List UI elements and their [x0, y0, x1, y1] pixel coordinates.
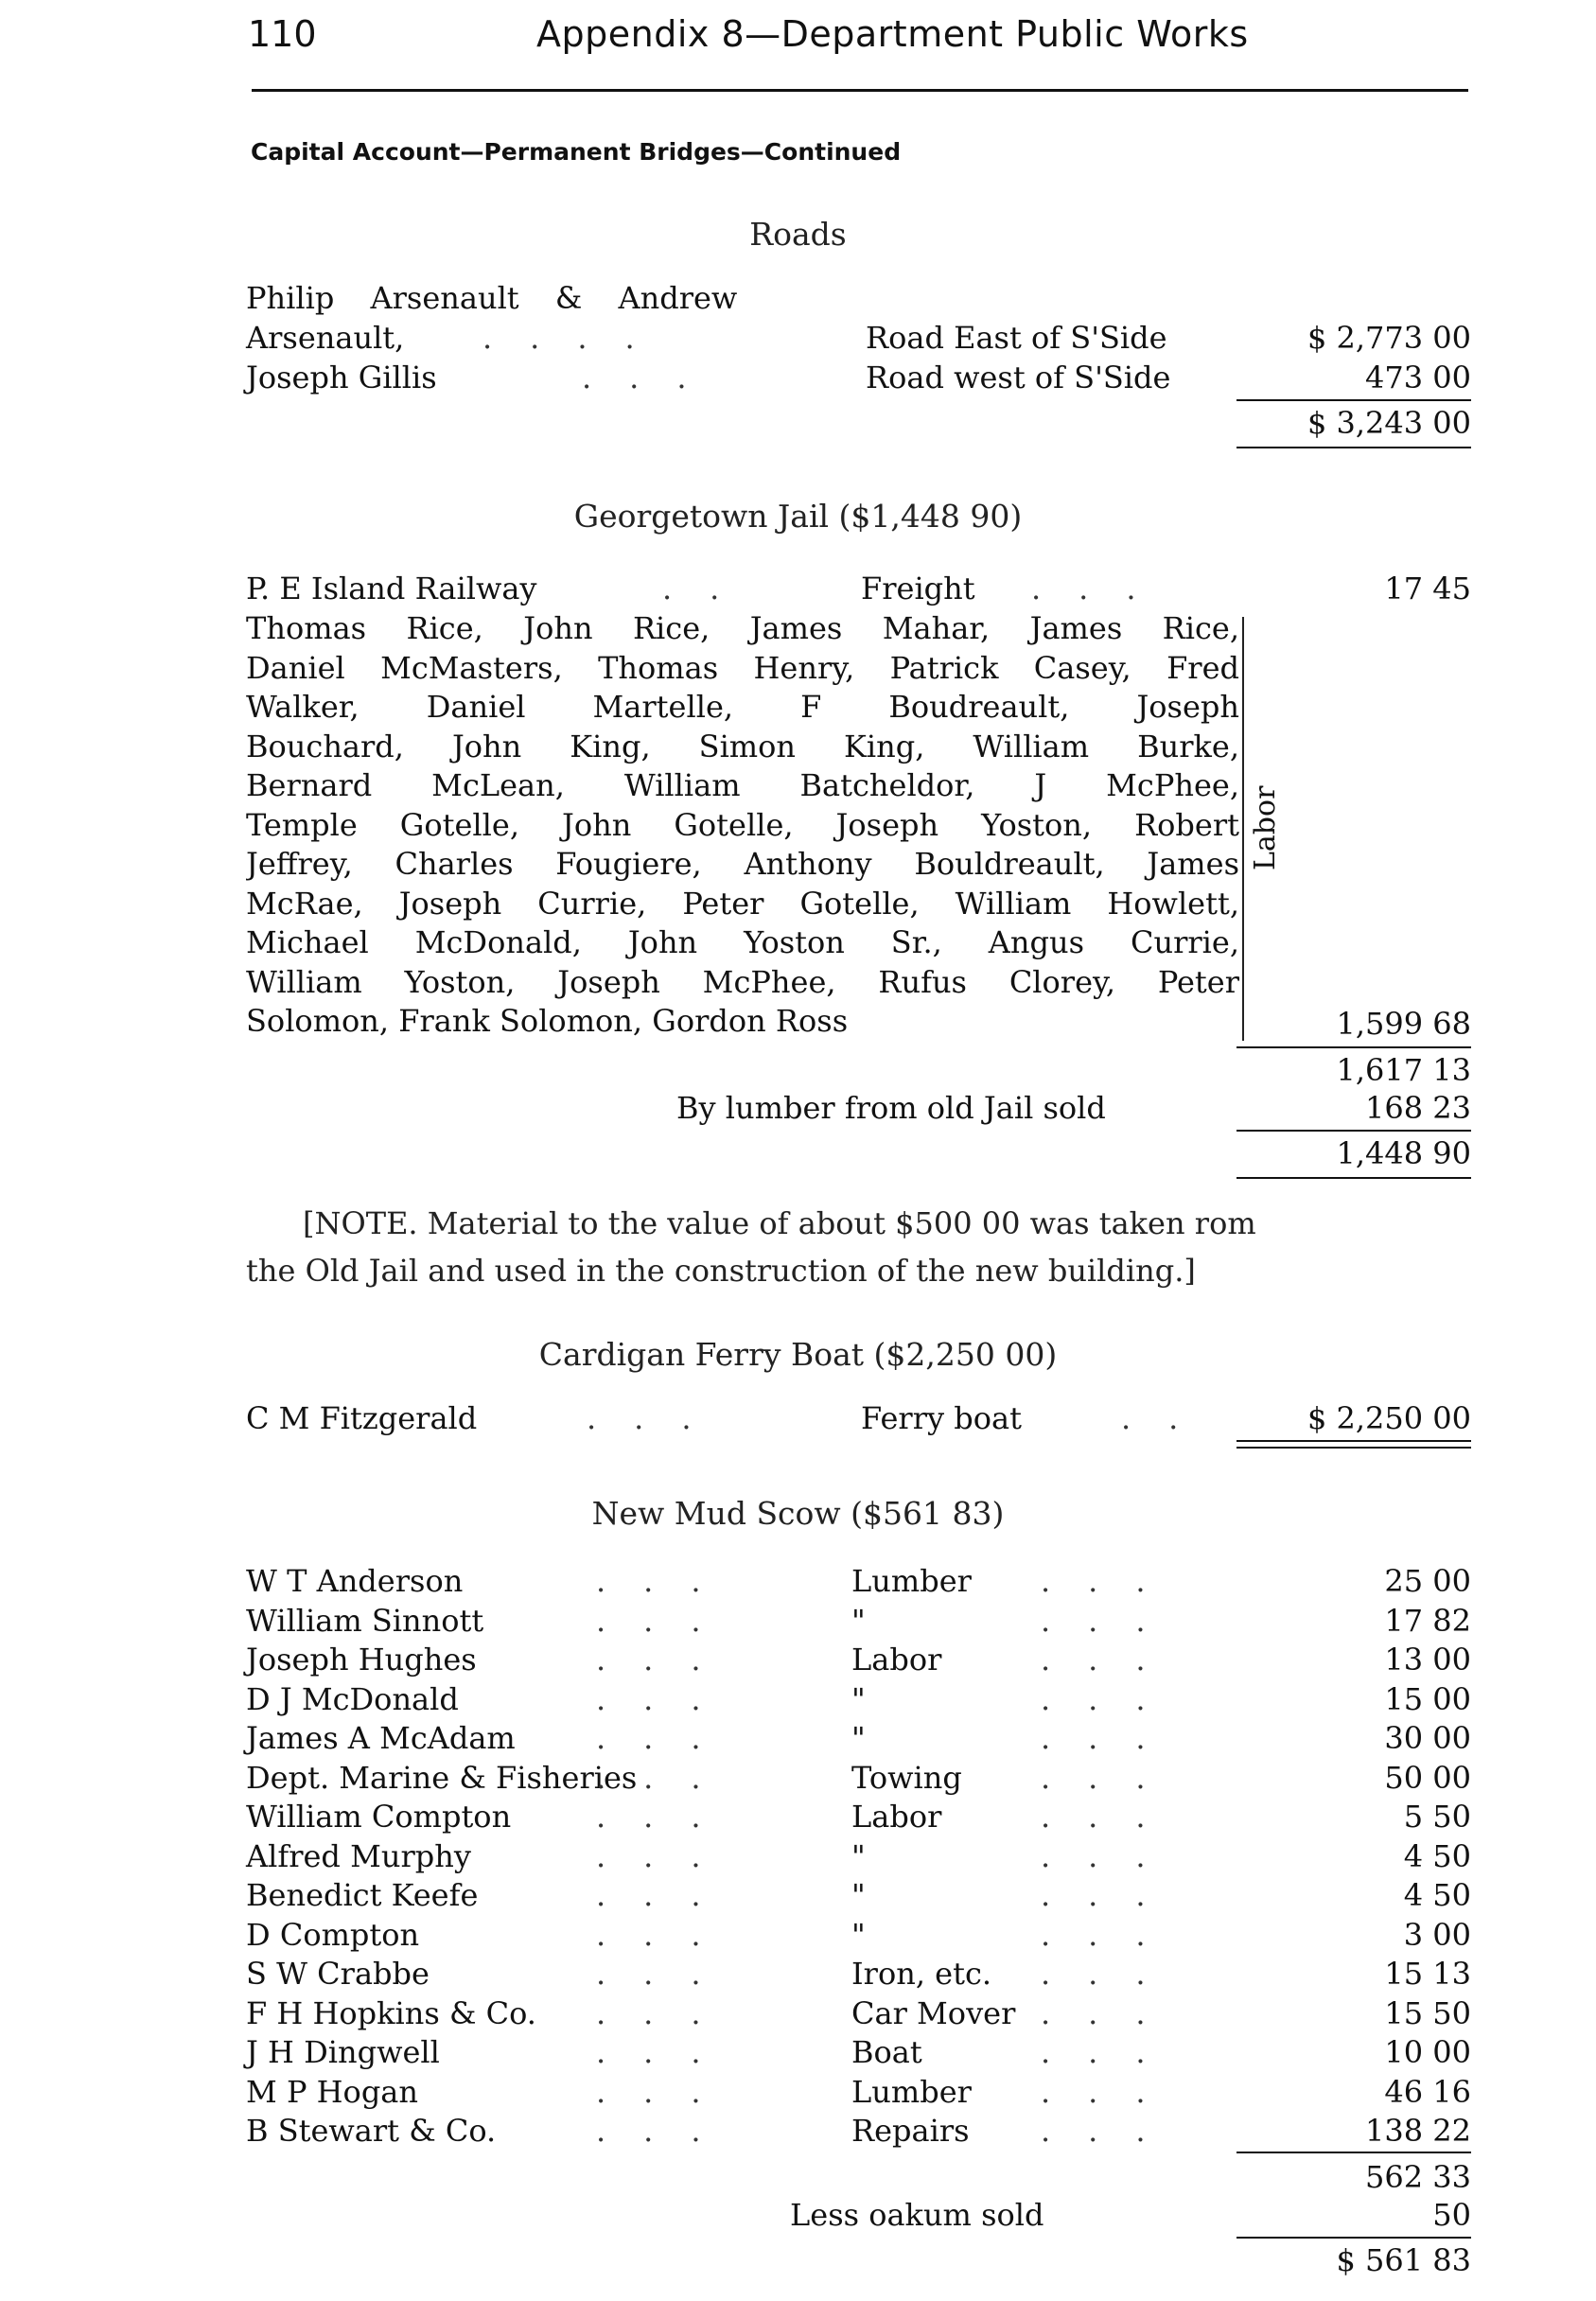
roads-heading: Roads — [749, 216, 847, 253]
scow-entry-row — [246, 1838, 1471, 1876]
leader-dots: ... — [1041, 1680, 1184, 1717]
leader-dots: ... — [1041, 1642, 1184, 1677]
item-amount: 46 16 — [1384, 2073, 1471, 2110]
sum-rule — [1236, 1046, 1471, 1048]
payee-name: Alfred Murphy — [246, 1837, 471, 1874]
leader-dots: ... — [596, 1799, 739, 1835]
leader-dots: ... — [596, 1602, 739, 1639]
item-description: Road west of S'Side — [866, 360, 1171, 395]
scow-total-row — [246, 2242, 1471, 2280]
jail-subtotal: 1,617 13 — [1336, 1052, 1471, 1088]
leader-dots: ... — [1041, 2113, 1184, 2149]
item-description: " — [851, 1602, 866, 1639]
leader-dots: ... — [587, 1400, 729, 1436]
labor-names-line: Solomon, Frank Solomon, Gordon Ross — [246, 1003, 849, 1039]
item-description: Labor — [851, 1642, 942, 1677]
scow-entry-row — [246, 1603, 1471, 1641]
scow-entry-row — [246, 1995, 1471, 2033]
jail-railway-row — [246, 571, 1471, 608]
scow-total: $ 561 83 — [1336, 2242, 1471, 2278]
leader-dots: ... — [1031, 571, 1174, 606]
item-description: " — [851, 1720, 866, 1756]
ferry-entry — [246, 1400, 1471, 1438]
running-header — [248, 13, 1468, 74]
scow-entry-row — [246, 1956, 1471, 1994]
jail-lumber-row — [246, 1090, 1471, 1128]
labor-side-label: Labor — [1249, 785, 1282, 870]
payee-name: Philip Arsenault & Andrew — [246, 280, 738, 316]
item-amount: $ 2,773 00 — [1307, 320, 1471, 356]
item-amount: 15 13 — [1384, 1956, 1471, 1992]
item-description: Iron, etc. — [851, 1956, 992, 1992]
payee-name: Joseph Gillis — [246, 360, 437, 395]
jail-heading: Georgetown Jail ($1,448 90) — [573, 498, 1023, 535]
payee-name: Dept. Marine & Fisheries — [246, 1759, 638, 1796]
leader-dots: ... — [1041, 1759, 1184, 1796]
leader-dots: ... — [596, 1994, 739, 2031]
labor-names-line: Temple Gotelle, John Gotelle, Joseph Yoston, Robert — [246, 806, 1239, 843]
scow-entry-row — [246, 1720, 1471, 1758]
labor-names-paragraph — [246, 609, 1239, 1042]
roads-entry-2 — [246, 360, 1471, 397]
leader-dots: ... — [1041, 1720, 1184, 1756]
leader-dots: ... — [1041, 1956, 1184, 1992]
item-amount: 15 50 — [1384, 1994, 1471, 2031]
item-amount: 3 00 — [1403, 1916, 1471, 1953]
payee-name: D Compton — [246, 1916, 420, 1953]
item-description: Towing — [851, 1759, 962, 1796]
item-description: " — [851, 1680, 866, 1717]
scow-heading: New Mud Scow ($561 83) — [591, 1495, 1005, 1532]
leader-dots: ... — [1041, 1877, 1184, 1913]
labor-names-line: Bouchard, John King, Simon King, William Burke, — [246, 728, 1239, 764]
scow-entry-row — [246, 1681, 1471, 1719]
payee-name: Arsenault, — [246, 320, 405, 356]
scow-entry-row — [246, 1917, 1471, 1955]
item-description: Lumber — [851, 1563, 972, 1599]
labor-names-line: Bernard McLean, William Batcheldor, J McPhee, — [246, 767, 1239, 803]
leader-dots: ... — [596, 2113, 739, 2149]
item-amount: 25 00 — [1384, 1563, 1471, 1599]
note-line: [NOTE. Material to the value of about $500 00 was taken rom — [303, 1205, 1256, 1241]
payee-name: William Sinnott — [246, 1602, 484, 1639]
note-line: the Old Jail and used in the construction of the new building.] — [246, 1253, 1196, 1289]
leader-dots: ... — [1041, 1799, 1184, 1835]
page-title: Appendix 8—Department Public Works — [536, 13, 1249, 55]
leader-dots: ... — [596, 1916, 739, 1953]
labor-brace — [1242, 617, 1244, 1041]
item-description: Car Mover — [851, 1994, 1016, 2031]
leader-dots: ... — [596, 1680, 739, 1717]
scow-entry-row — [246, 1877, 1471, 1915]
item-description: " — [851, 1916, 866, 1953]
payee-name: M P Hogan — [246, 2073, 418, 2110]
item-amount: 17 82 — [1384, 1602, 1471, 1639]
scow-entry-row — [246, 1799, 1471, 1836]
header-rule — [252, 89, 1468, 92]
item-amount: 15 00 — [1384, 1680, 1471, 1717]
leader-dots: ... — [1041, 1602, 1184, 1639]
leader-dots: ... — [596, 1642, 739, 1677]
sum-rule — [1236, 2152, 1471, 2153]
payee-name: William Compton — [246, 1799, 512, 1835]
labor-amount-row — [246, 1006, 1471, 1044]
labor-names-line: Daniel McMasters, Thomas Henry, Patrick Casey, Fred — [246, 649, 1239, 686]
leader-dots: ... — [596, 1563, 739, 1599]
leader-dots: ... — [596, 1956, 739, 1992]
labor-names-line: Michael McDonald, John Yoston Sr., Angus Currie, — [246, 924, 1239, 960]
scow-entry-row — [246, 2113, 1471, 2151]
leader-dots: .. — [662, 571, 758, 606]
labor-names-line: Thomas Rice, John Rice, James Mahar, James Rice, — [246, 610, 1239, 646]
scow-entry-row — [246, 1760, 1471, 1798]
item-description: " — [851, 1877, 866, 1913]
page-number: 110 — [248, 13, 317, 55]
sum-rule — [1236, 399, 1471, 401]
leader-dots: ... — [1041, 2073, 1184, 2110]
item-description: Lumber — [851, 2073, 972, 2110]
item-description: Road East of S'Side — [866, 320, 1167, 356]
leader-dots: ... — [1041, 2034, 1184, 2070]
item-description: " — [851, 1837, 866, 1874]
item-description: Boat — [851, 2034, 922, 2070]
leader-dots: ... — [596, 1877, 739, 1913]
leader-dots: ... — [582, 360, 725, 395]
scow-subtotal-row — [246, 2159, 1471, 2197]
jail-total: 1,448 90 — [1336, 1135, 1471, 1171]
total-rule — [1236, 1440, 1471, 1442]
scow-entry-row — [246, 2034, 1471, 2072]
jail-total-row — [246, 1135, 1471, 1173]
sum-rule — [1236, 1130, 1471, 1132]
leader-dots: ... — [596, 1837, 739, 1874]
payee-name: S W Crabbe — [246, 1956, 430, 1992]
labor-amount: 1,599 68 — [1336, 1006, 1471, 1042]
payee-name: James A McAdam — [246, 1720, 516, 1756]
payee-name: C M Fitzgerald — [246, 1400, 478, 1436]
leader-dots: .... — [482, 320, 673, 356]
labor-names-line: McRae, Joseph Currie, Peter Gotelle, William Howlett, — [246, 885, 1239, 922]
ferry-heading: Cardigan Ferry Boat ($2,250 00) — [538, 1336, 1058, 1373]
labor-names-line: Jeffrey, Charles Fougiere, Anthony Bouldreault, James — [246, 846, 1239, 882]
leader-dots: ... — [596, 2034, 739, 2070]
leader-dots: .. — [1121, 1400, 1217, 1436]
jail-note — [246, 1200, 1471, 1294]
total-rule — [1236, 1447, 1471, 1449]
item-amount: 30 00 — [1384, 1720, 1471, 1756]
roads-entry-1 — [246, 320, 1471, 358]
item-amount: 4 50 — [1403, 1877, 1471, 1913]
leader-dots: ... — [1041, 1916, 1184, 1953]
item-description: Less oakum sold — [790, 2197, 1044, 2233]
item-amount: 50 — [1432, 2197, 1471, 2233]
item-amount: $ 2,250 00 — [1307, 1400, 1471, 1436]
total-rule — [1236, 1177, 1471, 1179]
item-description: By lumber from old Jail sold — [676, 1090, 1106, 1126]
scow-entry-row — [246, 1642, 1471, 1679]
scow-entry-row — [246, 2074, 1471, 2112]
total-rule — [1236, 447, 1471, 448]
payee-name: D J McDonald — [246, 1680, 459, 1717]
item-amount: 473 00 — [1365, 360, 1471, 395]
item-amount: 168 23 — [1365, 1090, 1471, 1126]
roads-total: $ 3,243 00 — [1307, 405, 1471, 441]
payee-name: W T Anderson — [246, 1563, 464, 1599]
leader-dots: ... — [1041, 1994, 1184, 2031]
payee-name: B Stewart & Co. — [246, 2113, 497, 2149]
sum-rule — [1236, 2237, 1471, 2239]
labor-names-line: Walker, Daniel Martelle, F Boudreault, Joseph — [246, 689, 1239, 725]
item-amount: 4 50 — [1403, 1837, 1471, 1874]
leader-dots: ... — [1041, 1837, 1184, 1874]
roads-entry-1-line1 — [246, 280, 1471, 318]
payee-name: P. E Island Railway — [246, 571, 537, 606]
item-description: Ferry boat — [861, 1400, 1022, 1436]
leader-dots: ... — [596, 1720, 739, 1756]
leader-dots: ... — [596, 2073, 739, 2110]
payee-name: Joseph Hughes — [246, 1642, 477, 1677]
item-description: Repairs — [851, 2113, 970, 2149]
scow-subtotal: 562 33 — [1365, 2159, 1471, 2195]
payee-name: F H Hopkins & Co. — [246, 1994, 536, 2031]
payee-name: J H Dingwell — [246, 2034, 440, 2070]
jail-subtotal-row — [246, 1052, 1471, 1090]
item-description: Freight — [861, 571, 975, 606]
leader-dots: ... — [1041, 1563, 1184, 1599]
roads-total-row — [246, 405, 1471, 443]
section-subtitle: Capital Account—Permanent Bridges—Continued — [251, 138, 902, 166]
item-amount: 13 00 — [1384, 1642, 1471, 1677]
payee-name: Benedict Keefe — [246, 1877, 479, 1913]
leader-dots: ... — [596, 1759, 739, 1796]
scow-entry-row — [246, 1563, 1471, 1601]
item-amount: 5 50 — [1403, 1799, 1471, 1835]
item-amount: 50 00 — [1384, 1759, 1471, 1796]
labor-names-line: William Yoston, Joseph McPhee, Rufus Clorey, Peter — [246, 963, 1239, 1000]
scow-less-row — [246, 2197, 1471, 2235]
item-amount: 10 00 — [1384, 2034, 1471, 2070]
item-amount: 138 22 — [1365, 2113, 1471, 2149]
item-amount: 17 45 — [1384, 571, 1471, 606]
item-description: Labor — [851, 1799, 942, 1835]
